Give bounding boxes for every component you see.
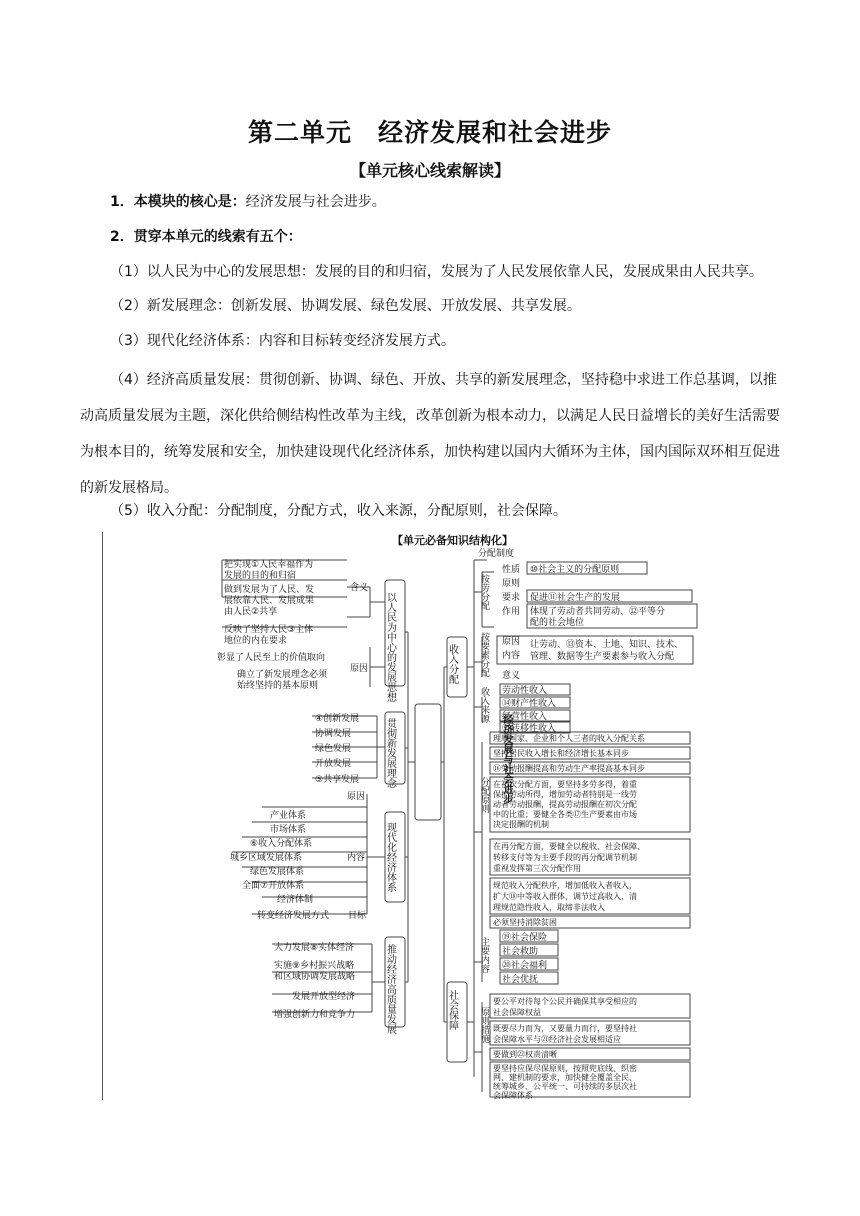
branch-income-distribution: 收入分配 xyxy=(446,644,458,684)
b1-line-5: 确立了新发展理念必须 xyxy=(237,670,328,680)
b3-yuanyin: 原因 xyxy=(347,792,366,802)
r1-anyaosu: 按要素分配 xyxy=(479,632,489,677)
b4-item: 发展开放型经济 xyxy=(292,992,356,1002)
mind-map-svg xyxy=(102,532,698,1100)
r1-zhidu: 分配制度 xyxy=(478,549,515,559)
b3-item: 经济体制 xyxy=(277,895,314,905)
b3-goal: 转变经济发展方式 xyxy=(257,911,330,921)
knowledge-mind-map xyxy=(102,532,698,1100)
r2-c2a: 既要尽力而为，又要量力而行，要坚持社 xyxy=(493,1024,637,1033)
b2-item: 开放发展 xyxy=(315,759,352,769)
b1-hanyi-label: 含义 xyxy=(350,583,369,593)
r1-yz-6b: 扩大⑱中等收入群体，调节过高收入，清 xyxy=(493,892,637,901)
b2-item: 绿色发展 xyxy=(315,744,352,754)
r1-yz-4b: 保护劳动所得，增加劳动者特别是一线劳 xyxy=(493,790,637,799)
r2-item: ⑲社会保险 xyxy=(502,933,548,943)
map-center-text: 经济发展与社会进步 xyxy=(422,714,512,725)
r1-zuoyong-1: 体现了劳动者共同劳动、⑫平等分 xyxy=(530,607,666,617)
b3-item: 市场体系 xyxy=(270,825,307,835)
b4-item: 大力发展⑧实体经济 xyxy=(274,943,355,953)
b3-item: 产业体系 xyxy=(270,811,307,821)
b1-line-3b: 地位的内在要求 xyxy=(224,636,288,646)
b1-line-3: 反映了坚持人民③主体 xyxy=(224,625,314,635)
b1-yuanyin-label: 原因 xyxy=(350,664,369,674)
b3-mubiao: 目标 xyxy=(348,911,367,921)
r1-yz-7: 必须坚持消除贫困 xyxy=(493,918,557,927)
b1-line-5b: 始终坚持的基本原则 xyxy=(237,681,319,691)
paragraph-clue-3: （3）现代化经济体系：内容和目标转变经济发展方式。 xyxy=(110,333,455,349)
branch-new-concept: 贯彻新发展理念 xyxy=(384,718,396,788)
branch-modern-economy: 现代化经济体系 xyxy=(384,822,396,892)
b4-item: 实施⑨乡村振兴战略 xyxy=(274,961,355,971)
r1-xingzhi: ⑩社会主义的分配原则 xyxy=(530,565,620,575)
r1-anlao-item: 性质 xyxy=(502,565,521,575)
map-left-border xyxy=(102,532,103,1100)
r1-laiyuan-item: 劳动性收入 xyxy=(502,686,548,696)
r2-c1b: 社会保障权益 xyxy=(493,1008,541,1017)
branch-people-centered: 以人民为中心的发展思想 xyxy=(384,592,396,702)
b3-items xyxy=(230,791,367,921)
r2-c4b: 网、建机制的要求，加快健全覆盖全民、 xyxy=(493,1073,637,1082)
r1-yuanze: 分配原则 xyxy=(479,777,489,813)
paragraph-core xyxy=(80,188,785,216)
b4-item: 增强创新力和竞争力 xyxy=(274,1010,356,1020)
r1-laiyuan-item: ⑭财产性收入 xyxy=(502,699,557,709)
page-title: 第二单元 经济发展和社会进步 xyxy=(247,118,612,147)
r1-anlao-item: 要求 xyxy=(502,593,521,603)
r2-c2b: 会保障水平与㉑经济社会发展相适应 xyxy=(493,1035,621,1044)
b1-line-2c: 由人民②共享 xyxy=(224,607,278,617)
b1-line-1: 把实现①人民幸福作为 xyxy=(224,560,314,570)
r1-laiyuan-item: 经营性收入 xyxy=(502,712,548,722)
b1-line-4: 彰显了人民至上的价值取向 xyxy=(217,653,326,663)
r1-yaosu-c1: 让劳动、⑬资本、土地、知识、技术、 xyxy=(530,640,684,650)
r1-yz-6c: 理规范隐性收入，取缔非法收入 xyxy=(493,903,605,912)
b2-item: ⑤共享发展 xyxy=(315,775,360,785)
r1-yz-5b: 转移支付等为主要手段的再分配调节机制 xyxy=(493,853,637,862)
paragraph-clue-4: （4）经济高质量发展：贯彻创新、协调、绿色、开放、共享的新发展理念，坚持稳中求进工作总基调，以推动高质量发展为主题，深化供给侧结构性改革为主线，改革创新为根本动力，以满足人民日益增长的美好生活需要为根本目的，统筹发展和安全，加快建设现代化经济体系，加快构建以国内大循环为主体，国内国际双环相互促进的新发展格局。 xyxy=(80,372,780,496)
r1-yaosu-c2: 管理、数据等生产要素参与收入分配 xyxy=(530,652,675,662)
r1-yz-2: 坚持居民收入增长和经济增长基本同步 xyxy=(493,749,629,758)
r2-item: 社会救助 xyxy=(502,947,539,957)
r1-anlao-item: 作用 xyxy=(502,607,521,617)
b1-line-2b: 展依靠人民、发展成果 xyxy=(224,596,315,606)
r1-yz-5c: 重视发挥第三次分配作用 xyxy=(493,864,581,873)
paragraph-clue-5: （5）收入分配：分配制度，分配方式，收入来源，分配原则，社会保障。 xyxy=(110,503,567,519)
r1-laiyuan-item: ⑮转移性收入 xyxy=(502,724,557,734)
r1-zuoyong-2: 配的社会地位 xyxy=(530,618,585,628)
map-header: 【单元必备知识结构化】 xyxy=(392,534,513,547)
b3-item: ⑥收入分配体系 xyxy=(250,839,313,849)
paragraph-clue-2: （2）新发展理念：创新发展、协调发展、绿色发展、开放发展、共享发展。 xyxy=(110,298,581,314)
paragraph-clues: 2．贯穿本单元的线索有五个： xyxy=(110,229,302,245)
r2-item: 社会优抚 xyxy=(502,975,539,985)
r1-yz-6a: 规范收入分配秩序，增加低收入者收入， xyxy=(493,881,637,890)
b2-item: ④创新发展 xyxy=(315,714,360,724)
b3-item: 城乡区域发展体系 xyxy=(230,853,303,863)
r2-yuanze: 原则措施 xyxy=(479,1007,489,1043)
paragraph-clue-1: （1）以人民为中心的发展思想：发展的目的和归宿，发展为了人民发展依靠人民，发展成果由人民共享。 xyxy=(110,264,763,280)
paragraph-core-text: 经济发展与社会进步。 xyxy=(245,194,386,210)
b2-items xyxy=(315,712,359,785)
r1-yaoqiu: 促进⑪社会生产的发展 xyxy=(530,593,621,603)
paragraph-core-lead: 1．本模块的核心是： xyxy=(110,194,246,210)
r1-laiyuan: 收入来源 xyxy=(479,687,489,723)
r2-c1a: 要公平对待每个公民并确保其享受相应的 xyxy=(493,997,637,1006)
b4-items xyxy=(274,941,355,1020)
r1-yaosu-item: 意义 xyxy=(502,671,521,681)
r1-anlao-item: 原则 xyxy=(502,579,521,589)
b4-item: 和区域协调发展战略 xyxy=(274,972,356,982)
b1-line-1b: 发展的目的和归宿 xyxy=(224,571,297,581)
r2-c4d: 会保障体系 xyxy=(493,1091,533,1100)
r1-yz-4a: 在初次分配方面，要坚持多劳多得，着重 xyxy=(493,780,637,789)
r1-yz-4c: 动者劳动报酬，提高劳动报酬在初次分配 xyxy=(493,800,637,809)
r2-zhuyao: 主要内容 xyxy=(479,937,489,973)
r1-anlao: 按劳分配 xyxy=(479,574,489,610)
r1-yz-3: ⑯劳动报酬提高和劳动生产率提高基本同步 xyxy=(493,764,645,773)
r1-yz-5a: 在再分配方面，要健全以税收、社会保障、 xyxy=(493,842,645,851)
b2-item: 协调发展 xyxy=(315,729,352,739)
b3-neirong: 内容 xyxy=(347,853,366,863)
branch-high-quality: 推动经济高质量发展 xyxy=(384,944,396,1034)
r1-yaosu-item: 原因 xyxy=(502,637,521,647)
b3-item: 绿色发展体系 xyxy=(250,867,305,877)
r1-yz-1: 理顺国家、企业和个人三者的收入分配关系 xyxy=(493,734,645,743)
r1-yaosu-item: 内容 xyxy=(502,651,521,661)
r1-yz-4d: 中的比重；要健全各类⑰生产要素由市场 xyxy=(493,810,637,819)
r2-c3: 要做到㉒权责清晰 xyxy=(493,1050,557,1059)
r1-yz-4e: 决定报酬的机制 xyxy=(493,820,549,829)
r2-item: ⑳社会福利 xyxy=(502,961,548,971)
r2-c4a: 要坚持应保尽保原则，按照兜底线、织密 xyxy=(493,1064,637,1073)
branch-social-security: 社会保障 xyxy=(446,990,458,1030)
b1-line-2: 做到发展为了人民、发 xyxy=(224,585,315,595)
b3-item: 全面⑦开放体系 xyxy=(242,881,305,891)
r2-c4c: 统筹城乡、公平统一、可持续的多层次社 xyxy=(493,1082,637,1091)
section-subtitle: 【单元核心线索解读】 xyxy=(349,161,510,180)
